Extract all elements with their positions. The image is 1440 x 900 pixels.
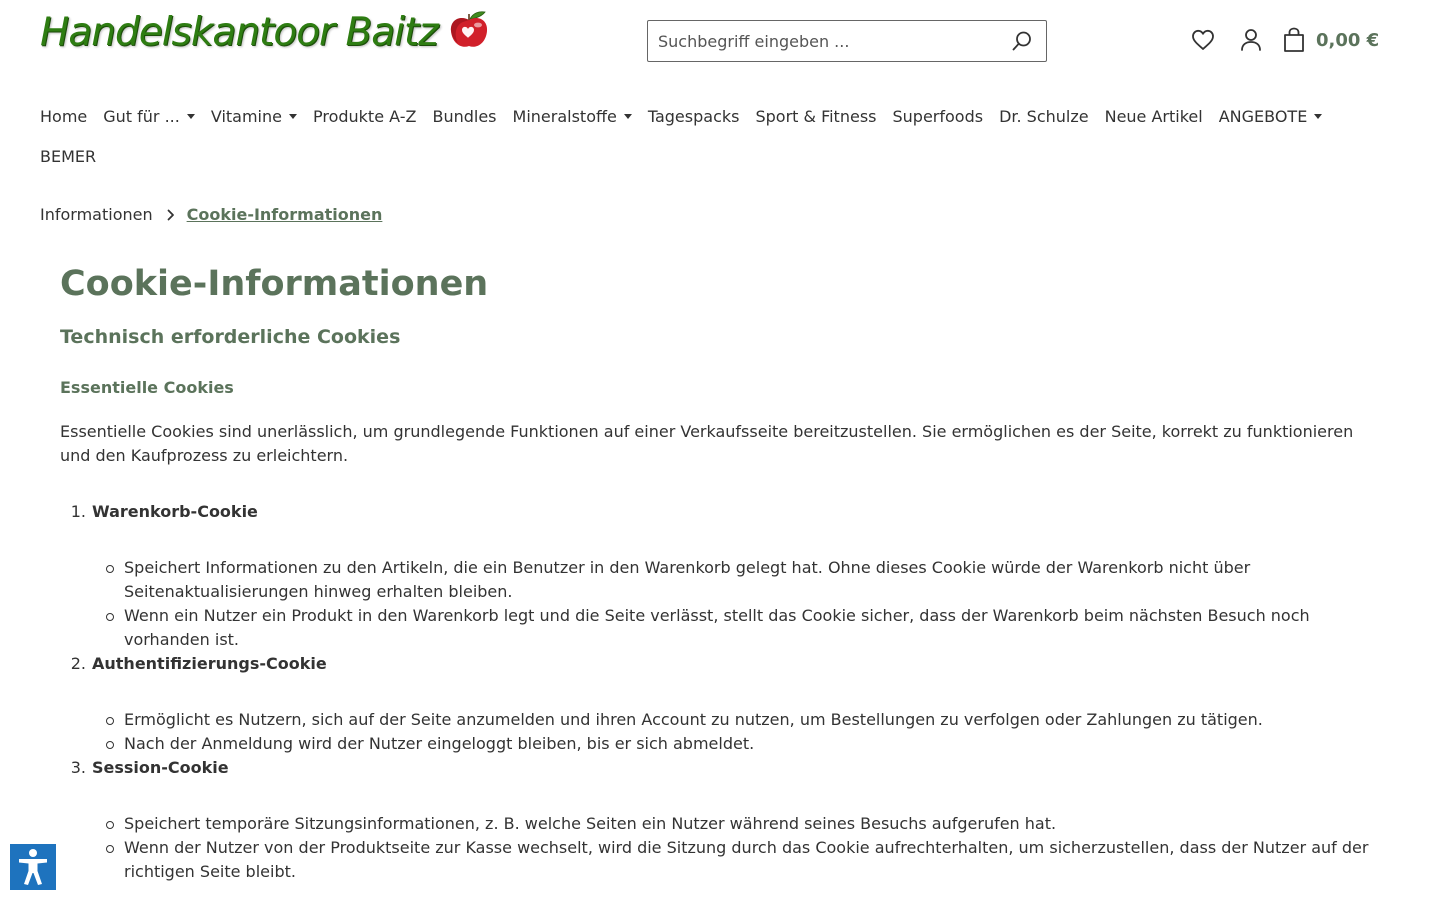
nav-item-mineralstoffe[interactable]	[513, 107, 632, 126]
nav-item-tagespacks[interactable]	[648, 107, 740, 126]
intro-text: Essentielle Cookies sind unerlässlich, um grundlegende Funktionen auf einer Verkaufsseite bereitzustellen. Sie ermöglichen es der Seite, korrekt zu funktionieren und den Kaufprozess zu erleichtern.	[60, 422, 1354, 465]
search-button[interactable]	[998, 21, 1046, 61]
nav-label: Mineralstoffe	[512, 106, 617, 126]
cart-button[interactable]	[1282, 27, 1379, 53]
shopping-bag-icon	[1282, 27, 1306, 53]
accessibility-button[interactable]	[10, 844, 56, 890]
sub-list-item: Nach der Anmeldung wird der Nutzer eingeloggt bleiben, bis er sich abmeldet.	[104, 732, 1380, 756]
heart-icon	[1191, 29, 1215, 51]
main-navigation	[40, 96, 1400, 176]
nav-label: Sport & Fitness	[755, 106, 877, 126]
breadcrumb	[40, 205, 382, 224]
nav-item-sport-fitness[interactable]	[755, 107, 876, 126]
nav-item-produkte-a-z[interactable]	[313, 107, 416, 126]
nav-label: Neue Artikel	[1104, 106, 1203, 126]
nav-item-neue-artikel[interactable]	[1105, 107, 1203, 126]
logo[interactable]	[40, 8, 492, 58]
nav-label: Produkte A-Z	[312, 106, 417, 126]
sub-list-item: Wenn ein Nutzer ein Produkt in den Warenkorb legt und die Seite verlässt, stellt das Cookie sicher, dass der Warenkorb beim nächsten Besuch noch vorhanden ist.	[104, 604, 1380, 652]
item-number: 2.	[70, 654, 86, 673]
nav-label: ANGEBOTE	[1218, 106, 1308, 126]
nav-item-superfoods[interactable]	[892, 107, 983, 126]
nav-label: Bundles	[432, 106, 497, 126]
search-input[interactable]	[648, 21, 998, 61]
nav-item-gut-fuer[interactable]	[103, 107, 195, 126]
sub-list	[60, 556, 1380, 652]
main-content	[60, 262, 1380, 884]
nav-item-dr-schulze[interactable]	[999, 107, 1089, 126]
accessibility-icon	[16, 848, 50, 886]
sub-list	[60, 812, 1380, 884]
list-item	[60, 756, 1380, 884]
nav-item-vitamine[interactable]	[211, 107, 297, 126]
nav-item-angebote[interactable]	[1219, 107, 1323, 126]
subsection-title: Essentielle Cookies	[60, 378, 234, 397]
site-header	[0, 0, 1440, 90]
header-actions	[1186, 22, 1379, 58]
item-number: 3.	[70, 758, 86, 777]
sub-list	[60, 708, 1380, 756]
nav-row-2	[40, 136, 1400, 176]
breadcrumb-current[interactable]: Cookie-Informationen	[186, 205, 383, 224]
apple-icon	[448, 10, 492, 50]
caret-down-icon	[187, 114, 195, 119]
item-title: Warenkorb-Cookie	[92, 502, 258, 521]
breadcrumb-informationen[interactable]: Informationen	[40, 205, 153, 224]
caret-down-icon	[624, 114, 632, 119]
logo-text: Handelskantoor Baitz	[40, 10, 438, 55]
item-title: Session-Cookie	[92, 758, 229, 777]
list-item	[60, 500, 1380, 652]
caret-down-icon	[289, 114, 297, 119]
nav-label: Gut für ...	[103, 106, 180, 126]
caret-down-icon	[1314, 114, 1322, 119]
list-item	[60, 652, 1380, 756]
sub-list-item: Ermöglicht es Nutzern, sich auf der Seite anzumelden und ihren Account zu nutzen, um Bestellungen zu verfolgen oder Zahlungen zu tätigen.	[104, 708, 1380, 732]
nav-item-bemer[interactable]	[40, 147, 96, 166]
nav-item-home[interactable]	[40, 107, 87, 126]
nav-label: Superfoods	[892, 106, 984, 126]
user-icon	[1240, 28, 1262, 52]
wishlist-button[interactable]	[1186, 22, 1220, 58]
nav-label: BEMER	[40, 146, 97, 166]
item-number: 1.	[70, 502, 86, 521]
search-box	[647, 20, 1047, 62]
nav-row-1	[40, 96, 1400, 136]
chevron-right-icon	[167, 209, 175, 221]
sub-list-item: Speichert Informationen zu den Artikeln, die ein Benutzer in den Warenkorb gelegt hat. Ohne dieses Cookie würde der Warenkorb nicht über Seitenaktualisierungen hinweg erhalten bleiben.	[104, 556, 1380, 604]
nav-label: Tagespacks	[647, 106, 740, 126]
cookie-list	[60, 500, 1380, 884]
sub-list-item: Wenn der Nutzer von der Produktseite zur Kasse wechselt, wird die Sitzung durch das Cookie aufrechterhalten, um sicherzustellen, dass der Nutzer auf der richtigen Seite bleibt.	[104, 836, 1380, 884]
nav-label: Dr. Schulze	[999, 106, 1089, 126]
nav-item-bundles[interactable]	[432, 107, 496, 126]
nav-label: Home	[40, 106, 88, 126]
item-title: Authentifizierungs-Cookie	[92, 654, 327, 673]
page-title: Cookie-Informationen	[60, 264, 489, 304]
search-icon	[1011, 30, 1033, 52]
section-title: Technisch erforderliche Cookies	[60, 326, 401, 348]
account-button[interactable]	[1234, 22, 1268, 58]
cart-total: 0,00 €	[1316, 29, 1380, 51]
sub-list-item: Speichert temporäre Sitzungsinformationen, z. B. welche Seiten ein Nutzer während seines Besuchs aufgerufen hat.	[104, 812, 1380, 836]
nav-label: Vitamine	[210, 106, 282, 126]
